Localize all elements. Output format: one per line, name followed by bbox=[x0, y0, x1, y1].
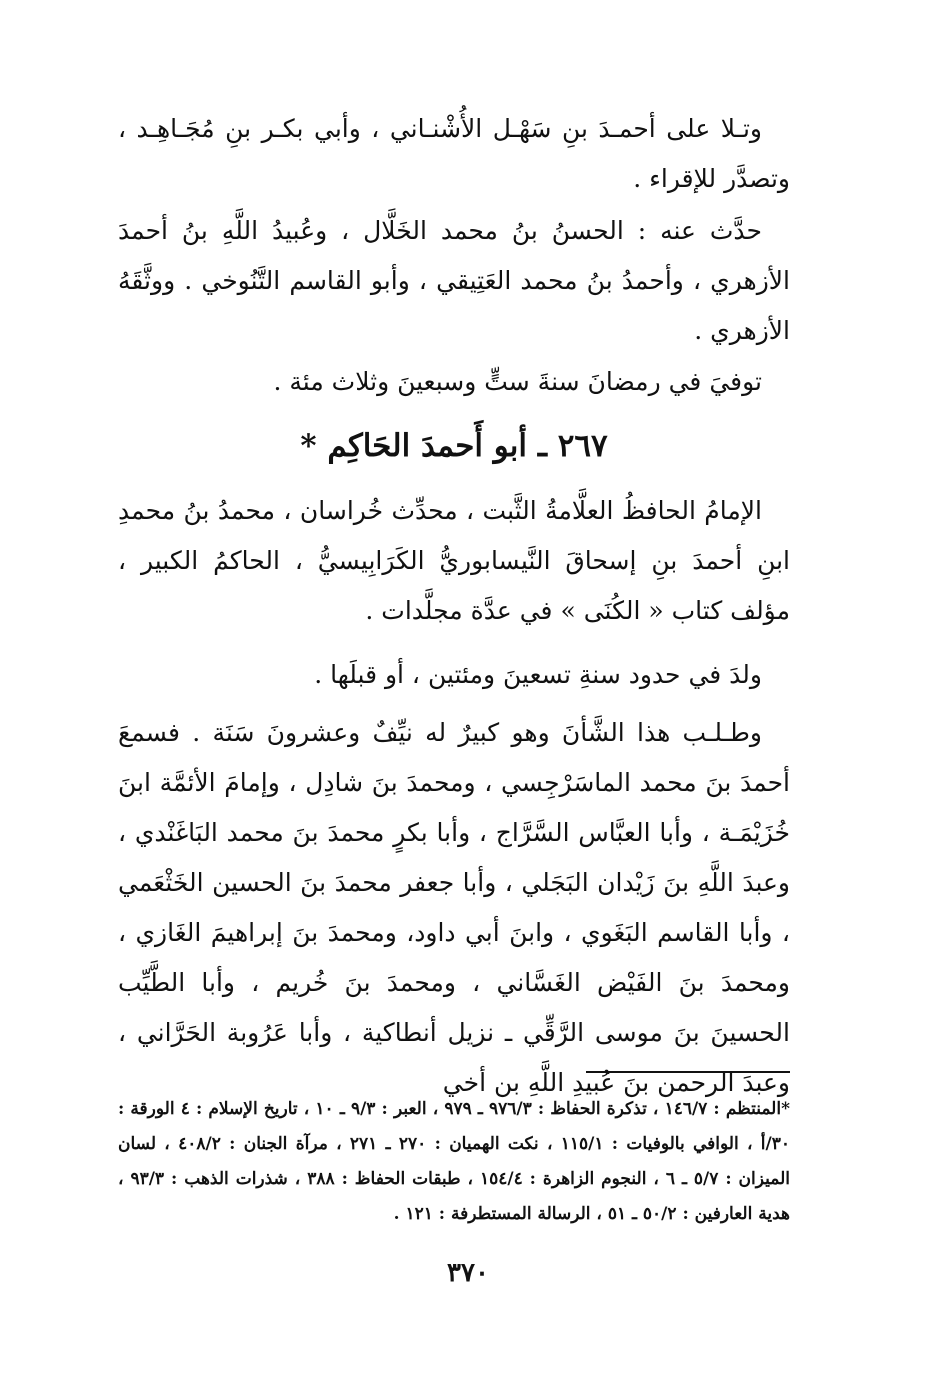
paragraph-recitation: وتـلا على أحمـدَ بنِ سَهْـل الأُشْنـاني ، وأبي بكـر بنِ مُجَـاهِـد ، وتصدَّر للإقراء . bbox=[118, 114, 790, 193]
paragraph-birth: ولدَ في حدود سنةِ تسعينَ ومئتين ، أو قبلَها . bbox=[314, 660, 762, 689]
paragraph-narrators: حدَّث عنه : الحسنُ بنُ محمد الخَلَّال ، وعُبيدُ اللَّهِ بنُ أحمدَ الأزهري ، وأحمدُ بنُ محمد العَتِيقي ، وأبو القاسم التَّنُوخي . ووثَّقَهُ الأزهري . bbox=[118, 216, 790, 345]
paragraph-teachers: وطـلـب هذا الشَّأنَ وهو كبيرٌ له نيِّفٌ وعشرونَ سَنَة . فسمعَ أحمدَ بنَ محمد الماسَرْجِسي ، ومحمدَ بنَ شادِل ، وإمامَ الأئمَّة ابنَ خُزَيْمَـة ، وأبا العبَّاس السَّرَّاج ، وأبا بكرٍ محمدَ بنَ محمد البَاغَنْدي ، وعبدَ اللَّهِ بنَ زَيْدان البَجَلي ، وأبا جعفر محمدَ بنَ الحسين الخَثْعَمي ، وأبا القاسم البَغَوي ، وابنَ أبي داود، ومحمدَ بنَ إبراهيمَ الغَازي ، ومحمدَ بنَ الفَيْض الغَسَّاني ، ومحمدَ بنَ خُريم ، وأبا الطَّيِّب الحسينَ بنَ موسى الرَّقِّي ـ نزيل أنطاكية ، وأبا عَرُوبة الحَرَّاني ، وعبدَ الرحمن بنَ عُبيدِ اللَّهِ بن أخي bbox=[118, 718, 790, 1097]
footnote-divider bbox=[586, 1071, 790, 1073]
paragraph-death: توفيَ في رمضانَ سنةَ ستٍّ وسبعينَ وثلاث مئة . bbox=[273, 367, 762, 396]
paragraph-introduction: الإمامُ الحافظُ العلَّامةُ الثَّبت ، محدِّث خُراسان ، محمدُ بنُ محمدِ ابنِ أحمدَ بنِ إسحاقَ النَّيسابوريُّ الكَرَابِيسيُّ ، الحاكمُ الكبير ، مؤلف كتاب « الكُنَى » في عدَّة مجلَّدات . bbox=[118, 496, 790, 625]
footnote-sources: *المنتظم : ١٤٦/٧ ، تذكرة الحفاظ : ٩٧٦/٣ ـ ٩٧٩ ، العبر : ٩/٣ ـ ١٠ ، تاريخ الإسلام : ٤ الورقة : ٣٠/أ ، الوافي بالوفيات : ١١٥/١ ، نكت الهميان : ٢٧٠ ـ ٢٧١ ، مرآة الجنان : ٤٠٨/٢ ، لسان الميزان : ٥/٧ ـ ٦ ، النجوم الزاهرة : ١٥٤/٤ ، طبقات الحفاظ : ٣٨٨ ، شذرات الذهب : ٩٣/٣ ، هدية العارفين : ٥٠/٢ ـ ٥١ ، الرسالة المستطرفة : ١٢١ . bbox=[118, 1099, 791, 1224]
biography-heading: ٢٦٧ ـ أبو أَحمدَ الحَاكِم * bbox=[300, 428, 608, 464]
page-number: ٣٧٠ bbox=[447, 1258, 489, 1288]
